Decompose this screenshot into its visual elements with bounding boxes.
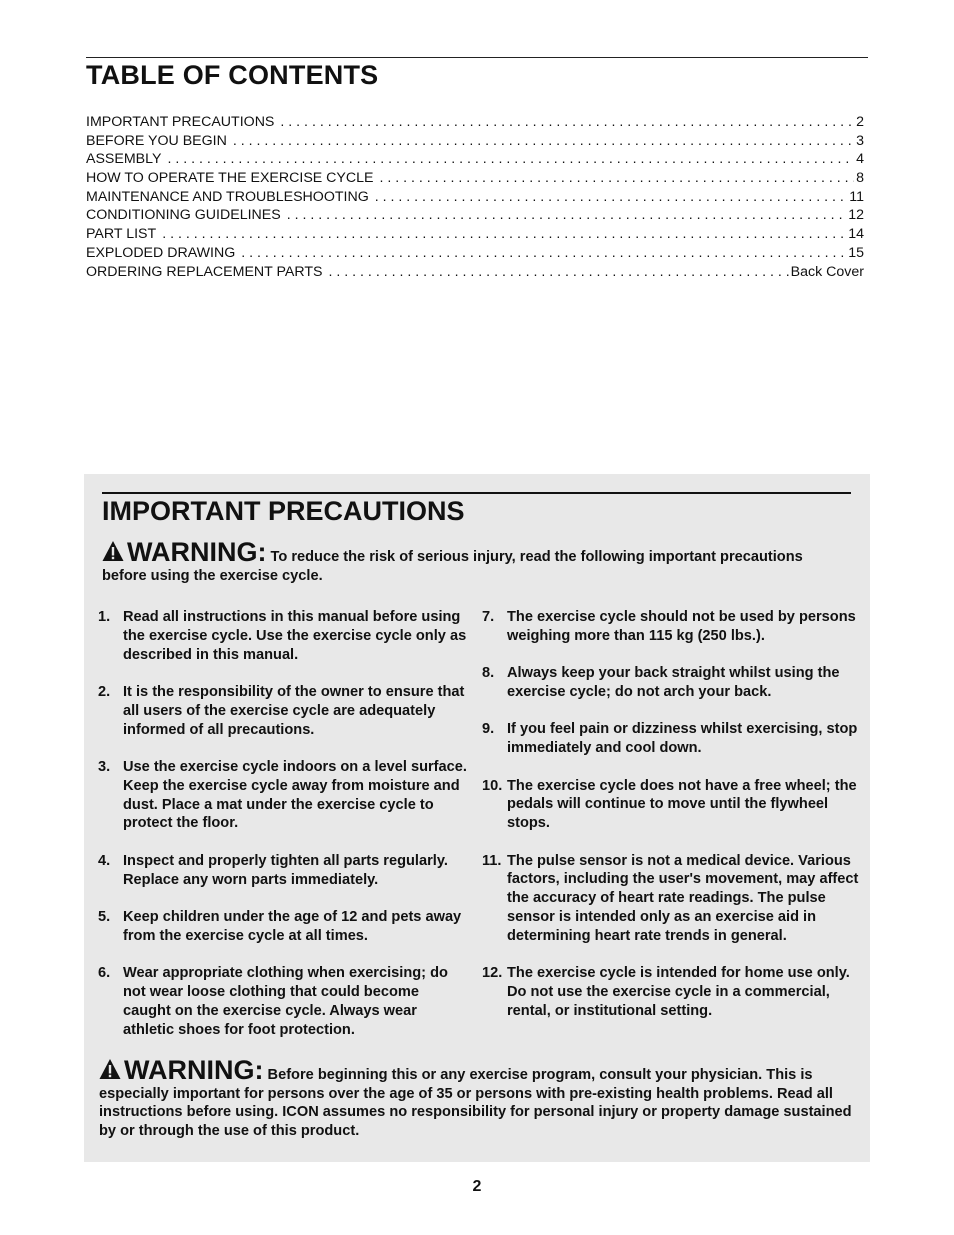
item-number: 8. [482, 665, 495, 682]
item-text: The pulse sensor is not a medical device. Various factors, including the user's movement, may affect the accuracy of heart rate readings. The pulse sensor is intended only as an exercise aid in determining heart rate trends in general. [507, 852, 859, 944]
item-text: Inspect and properly tighten all parts regularly. Replace any worn parts immediately. [123, 852, 448, 888]
toc-entry-page: 14 [848, 226, 864, 243]
toc-entry-page: 4 [856, 151, 864, 168]
precaution-item [98, 964, 468, 1039]
toc-leader-dots [280, 114, 854, 130]
item-text: The exercise cycle does not have a free wheel; the pedals will continue to move until the flywheel stops. [507, 777, 857, 832]
toc-entry[interactable] [86, 133, 864, 152]
toc-top-rule [86, 57, 868, 58]
toc-entry-page: Back Cover [790, 263, 864, 280]
page-number: 2 [472, 1178, 482, 1195]
toc-leader-dots [167, 151, 854, 167]
precautions-right-column [482, 608, 862, 1039]
precaution-item [482, 608, 862, 646]
toc-leader-dots [329, 264, 789, 280]
precaution-item [482, 852, 862, 946]
toc-entry-label: ASSEMBLY [86, 151, 162, 168]
precaution-item [98, 758, 468, 833]
toc-entry-page: 12 [848, 207, 864, 224]
toc-entry[interactable] [86, 245, 864, 264]
precaution-item [98, 608, 468, 664]
item-text: If you feel pain or dizziness whilst exercising, stop immediately and cool down. [507, 721, 858, 757]
item-text: Always keep your back straight whilst using the exercise cycle; do not arch your back. [507, 665, 840, 700]
toc-entry-page: 3 [856, 132, 864, 149]
toc-entry-label: BEFORE YOU BEGIN [86, 132, 227, 149]
toc-entry[interactable] [86, 114, 864, 133]
toc-list [86, 114, 864, 282]
precautions-panel [84, 474, 870, 1162]
toc-entry-label: ORDERING REPLACEMENT PARTS [86, 263, 323, 280]
precautions-top-rule [102, 492, 851, 494]
item-text: Wear appropriate clothing when exercising; do not wear loose clothing that could become caught on the exercise cycle. Always wear athletic shoes for foot protection. [123, 965, 448, 1038]
toc-entry-label: CONDITIONING GUIDELINES [86, 207, 281, 224]
item-text: Read all instructions in this manual before using the exercise cycle. Use the exercise cycle only as described in this manual. [123, 609, 467, 663]
item-number: 11. [482, 852, 502, 869]
precaution-item [482, 964, 862, 1020]
toc-entry[interactable] [86, 264, 864, 283]
item-number: 9. [482, 721, 495, 738]
toc-entry[interactable] [86, 226, 864, 245]
warning-label: WARNING: [127, 537, 267, 567]
item-text: Use the exercise cycle indoors on a level surface. Keep the exercise cycle away from moisture and dust. Place a mat under the exercise cycle to protect the floor. [123, 758, 467, 832]
final-warning [99, 1055, 859, 1140]
item-text: The exercise cycle should not be used by persons weighing more than 115 kg (250 lbs.). [507, 609, 856, 644]
item-text: The exercise cycle is intended for home use only. Do not use the exercise cycle in a commercial, rental, or institutional setting. [507, 965, 850, 1019]
item-text: Keep children under the age of 12 and pets away from the exercise cycle at all times. [123, 908, 462, 944]
item-text: It is the responsibility of the owner to ensure that all users of the exercise cycle are adequately informed of all precautions. [123, 683, 465, 738]
item-number: 7. [482, 609, 495, 625]
toc-leader-dots [287, 207, 847, 223]
warning-intro-text: To reduce the risk of serious injury, read the following important precautions before using the exercise cycle. [102, 549, 803, 584]
item-number: 5. [98, 908, 111, 925]
item-number: 10. [482, 777, 503, 794]
warning-triangle-icon [102, 540, 124, 562]
precaution-item [482, 720, 862, 758]
precaution-item [98, 852, 468, 890]
precautions-left-column [98, 608, 468, 1058]
toc-entry-label: EXPLODED DRAWING [86, 244, 236, 261]
precaution-item [98, 908, 468, 946]
final-warning-text: Before beginning this or any exercise program, consult your physician. This is especially important for persons over the age of 35 or persons with pre-existing health problems. Read all instructions before using. ICON assumes no responsibility for personal injury or property damage sustained by or through the use of this product. [99, 1067, 852, 1139]
precaution-item [482, 777, 862, 833]
item-number: 1. [98, 609, 111, 625]
warning-triangle-icon [99, 1058, 121, 1080]
item-number: 12. [482, 965, 503, 982]
item-number: 3. [98, 758, 111, 775]
toc-entry[interactable] [86, 189, 864, 208]
toc-entry[interactable] [86, 151, 864, 170]
toc-entry-page: 15 [848, 244, 864, 261]
item-number: 6. [98, 965, 111, 982]
toc-leader-dots [380, 170, 855, 186]
toc-entry[interactable] [86, 170, 864, 189]
warning-intro [102, 537, 842, 585]
toc-entry-page: 11 [849, 188, 864, 205]
toc-entry-page: 2 [856, 114, 864, 130]
toc-title: TABLE OF CONTENTS [86, 60, 379, 90]
toc-entry-label: HOW TO OPERATE THE EXERCISE CYCLE [86, 170, 374, 187]
final-warning-label: WARNING: [124, 1055, 264, 1085]
precaution-item [98, 683, 468, 739]
precaution-item [482, 664, 862, 702]
toc-entry-page: 8 [856, 170, 864, 187]
precautions-title: IMPORTANT PRECAUTIONS [102, 496, 465, 526]
item-number: 4. [98, 852, 111, 869]
toc-leader-dots [375, 189, 848, 205]
toc-entry-label: MAINTENANCE AND TROUBLESHOOTING [86, 188, 369, 205]
toc-leader-dots [233, 133, 854, 149]
toc-leader-dots [162, 226, 846, 242]
toc-entry-label: PART LIST [86, 226, 157, 243]
item-number: 2. [98, 683, 111, 700]
toc-entry-label: IMPORTANT PRECAUTIONS [86, 114, 275, 130]
toc-entry[interactable] [86, 207, 864, 226]
toc-leader-dots [241, 245, 846, 261]
